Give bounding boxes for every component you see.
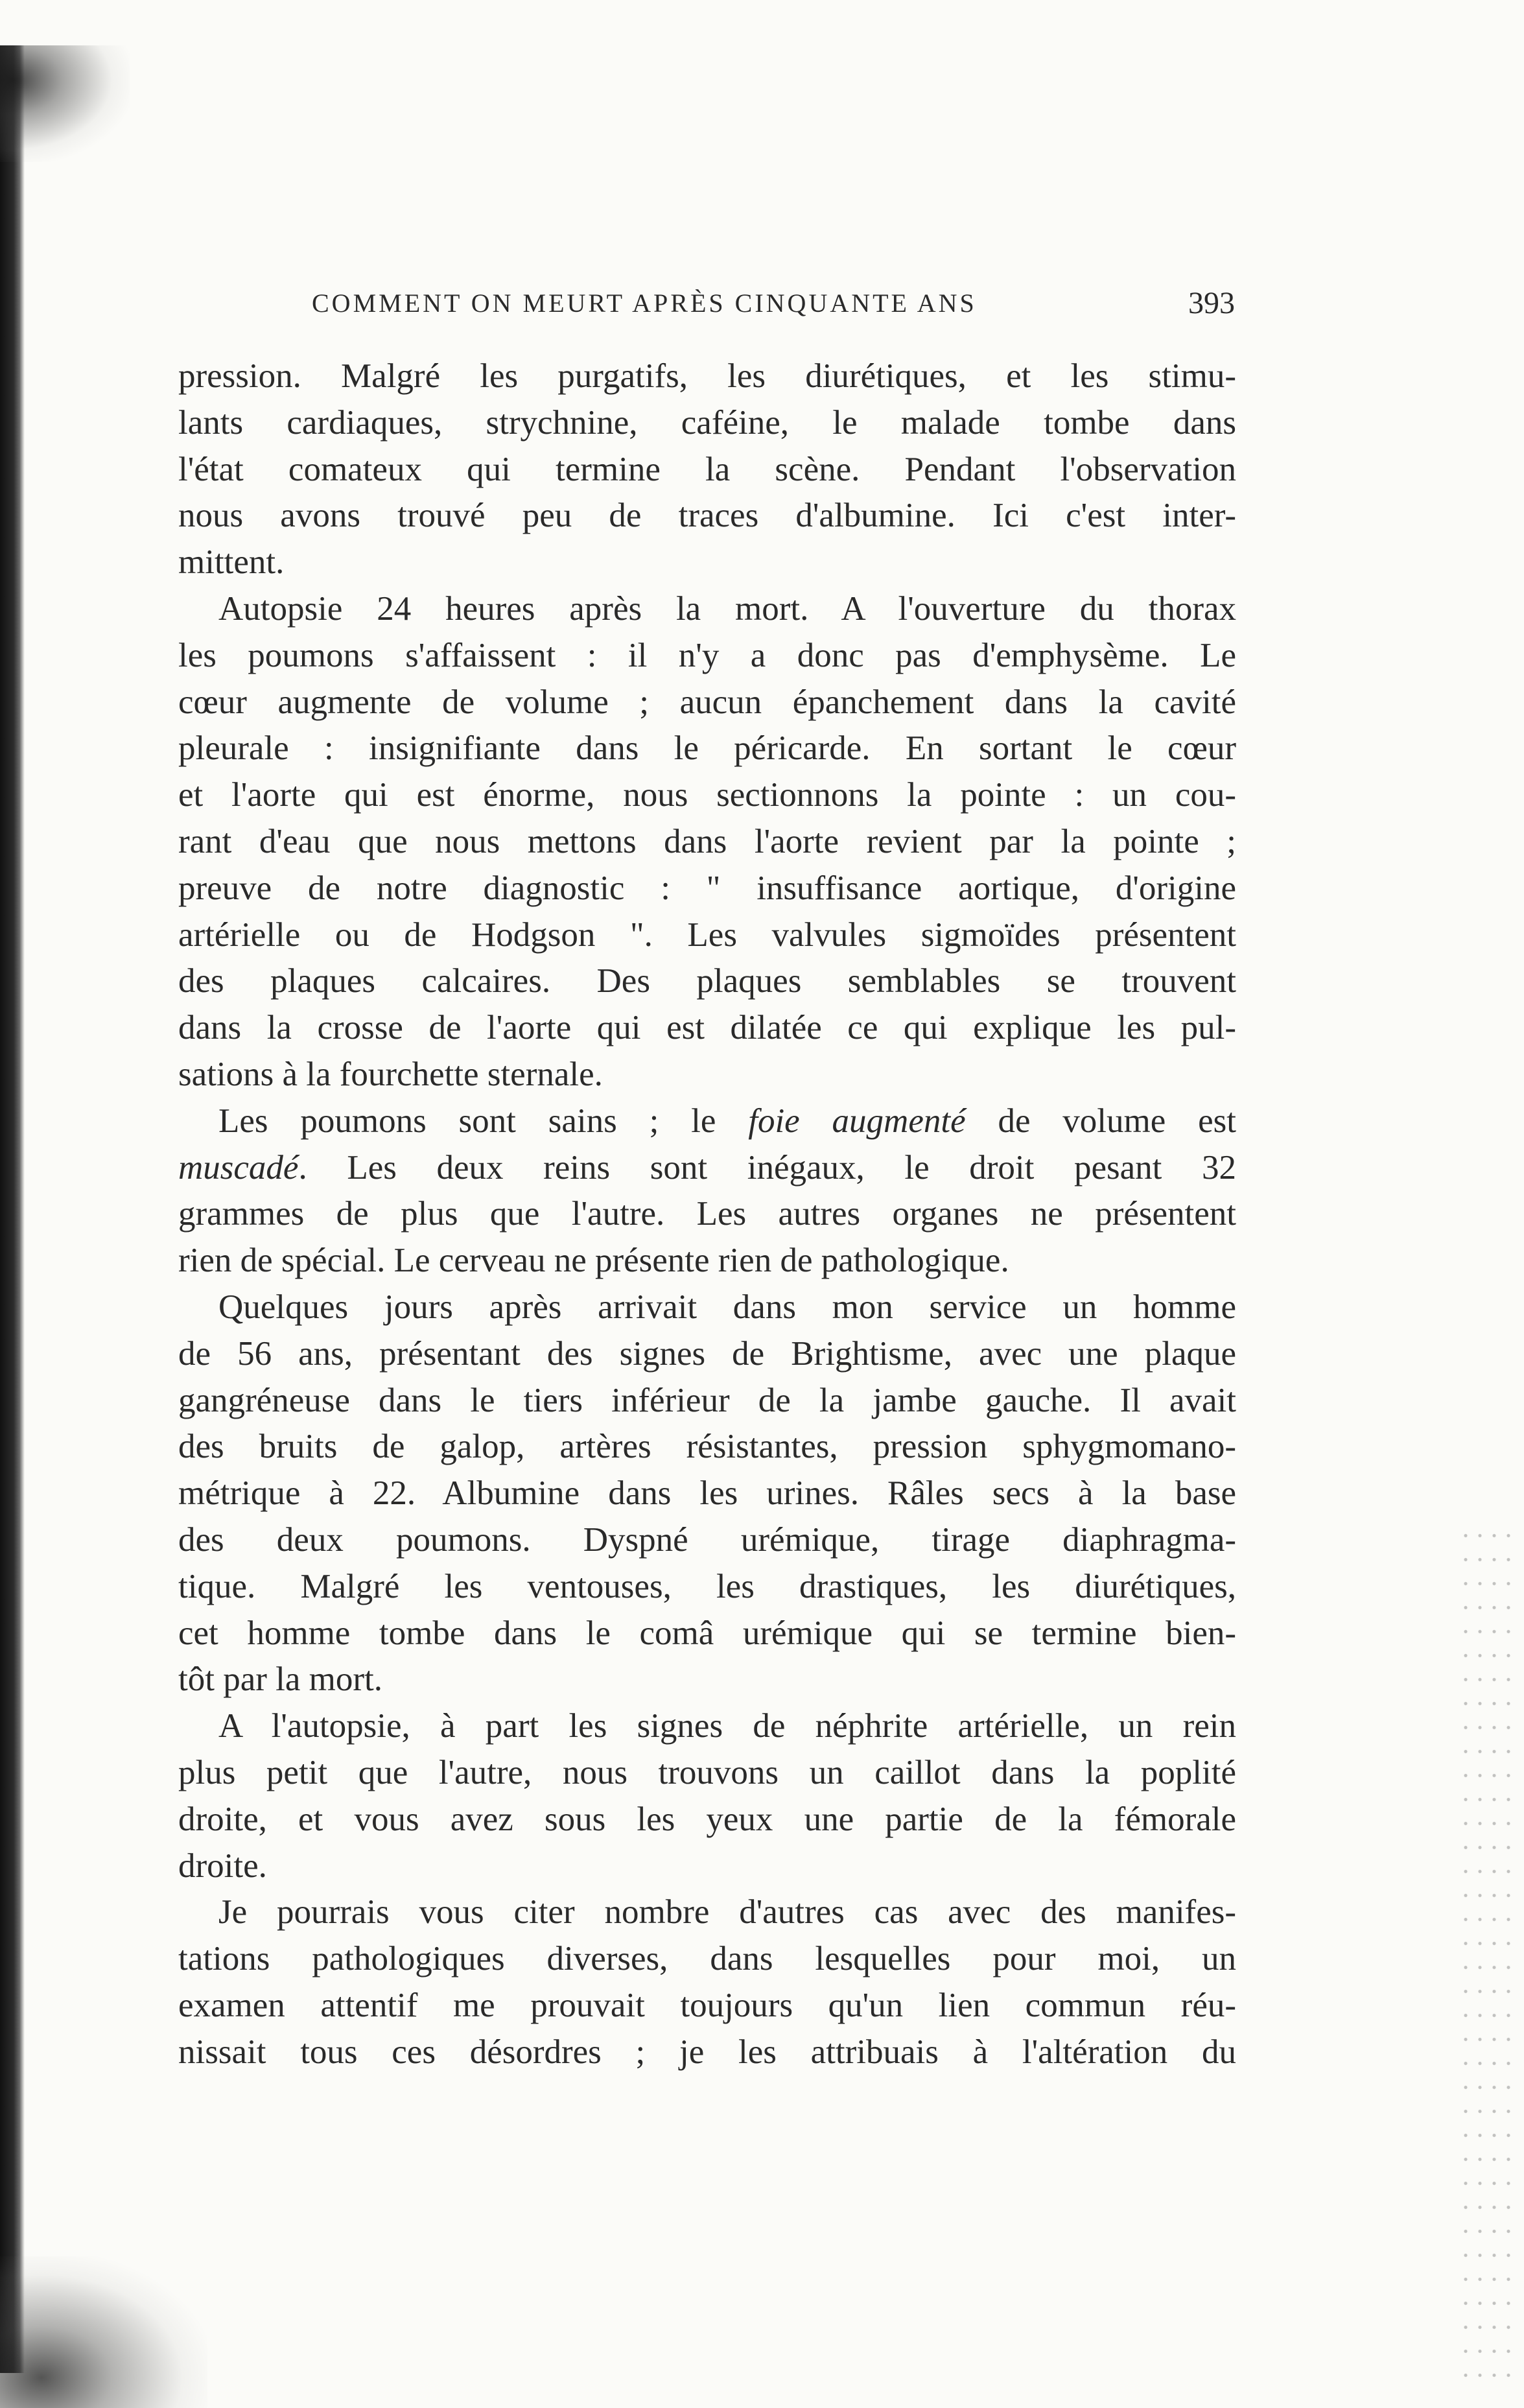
text-line: tôt par la mort. <box>178 1660 382 1699</box>
text-line: grammes de plus que l'autre. Les autres organes ne présentent <box>178 1195 1236 1233</box>
text-line: et l'aorte qui est énorme, nous sectionnons la pointe : un cou- <box>178 776 1236 814</box>
text-line: artérielle ou de Hodgson ". Les valvules sigmoïdes présentent <box>178 915 1236 954</box>
text-line: de 56 ans, présentant des signes de Brightisme, avec une plaque <box>178 1334 1236 1373</box>
text-line: des plaques calcaires. Des plaques semblables se trouvent <box>178 962 1236 1000</box>
text-line: nous avons trouvé peu de traces d'albumine. Ici c'est inter- <box>178 497 1236 535</box>
text-line-with-italics: muscadé. Les deux reins sont inégaux, le droit pesant 32 <box>178 1148 1236 1186</box>
text-line: mittent. <box>178 543 285 582</box>
text-line-with-italics: Les poumons sont sains ; le foie augmenté de volume est <box>218 1102 1236 1140</box>
text-line: dans la crosse de l'aorte qui est dilatée ce qui explique les pul- <box>178 1009 1236 1047</box>
text-line: sations à la fourchette sternale. <box>178 1055 603 1093</box>
text-line: rien de spécial. Le cerveau ne présente rien de pathologique. <box>178 1242 1009 1280</box>
text-line: des bruits de galop, artères résistantes, pression sphygmomano- <box>178 1428 1236 1466</box>
text-line: lants cardiaques, strychnine, caféine, le malade tombe dans <box>178 403 1236 442</box>
scan-edge-specks <box>1459 1524 1510 2386</box>
text-line: Autopsie 24 heures après la mort. A l'ouverture du thorax <box>218 589 1236 628</box>
book-spine-shadow <box>0 45 25 2373</box>
text-line: tique. Malgré les ventouses, les drastiques, les diurétiques, <box>178 1567 1236 1605</box>
text-line: pleurale : insignifiante dans le péricarde. En sortant le cœur <box>178 729 1236 768</box>
text-line: preuve de notre diagnostic : " insuffisance aortique, d'origine <box>178 869 1236 907</box>
text-line: rant d'eau que nous mettons dans l'aorte revient par la pointe ; <box>178 822 1236 860</box>
text-line: métrique à 22. Albumine dans les urines. Râles secs à la base <box>178 1474 1236 1513</box>
text-line: des deux poumons. Dyspné urémique, tirage diaphragma- <box>178 1520 1236 1559</box>
running-head <box>301 284 1235 323</box>
text-line: Quelques jours après arrivait dans mon service un homme <box>218 1288 1236 1326</box>
text-line: A l'autopsie, à part les signes de néphrite artérielle, un rein <box>218 1707 1236 1745</box>
text-line: examen attentif me prouvait toujours qu'un lien commun réu- <box>178 1986 1236 2024</box>
italic-phrase: muscadé <box>178 1148 299 1186</box>
text-line: pression. Malgré les purgatifs, les diurétiques, et les stimu- <box>178 357 1236 395</box>
text-line: cœur augmente de volume ; aucun épanchement dans la cavité <box>178 683 1236 721</box>
text-line: tations pathologiques diverses, dans lesquelles pour moi, un <box>178 1940 1236 1978</box>
page-number: 393 <box>1188 286 1235 320</box>
text-line: l'état comateux qui termine la scène. Pendant l'observation <box>178 450 1236 488</box>
italic-phrase: foie augmenté <box>748 1102 966 1140</box>
text-line: gangréneuse dans le tiers inférieur de la jambe gauche. Il avait <box>178 1381 1236 1419</box>
text-line: cet homme tombe dans le comâ urémique qui se termine bien- <box>178 1614 1236 1652</box>
text-line: Je pourrais vous citer nombre d'autres cas avec des manifes- <box>218 1893 1236 1931</box>
running-title: COMMENT ON MEURT APRÈS CINQUANTE ANS <box>312 289 977 318</box>
text-line: nissait tous ces désordres ; je les attribuais à l'altération du <box>178 2033 1236 2071</box>
scan-smudge-bottom <box>0 2256 207 2408</box>
scan-smudge-top <box>0 45 130 162</box>
body-text <box>178 353 1236 2075</box>
text-line: droite, et vous avez sous les yeux une partie de la fémorale <box>178 1800 1236 1838</box>
text-line: les poumons s'affaissent : il n'y a donc pas d'emphysème. Le <box>178 636 1236 674</box>
text-line: plus petit que l'autre, nous trouvons un caillot dans la poplité <box>178 1753 1236 1791</box>
text-line: droite. <box>178 1847 267 1885</box>
